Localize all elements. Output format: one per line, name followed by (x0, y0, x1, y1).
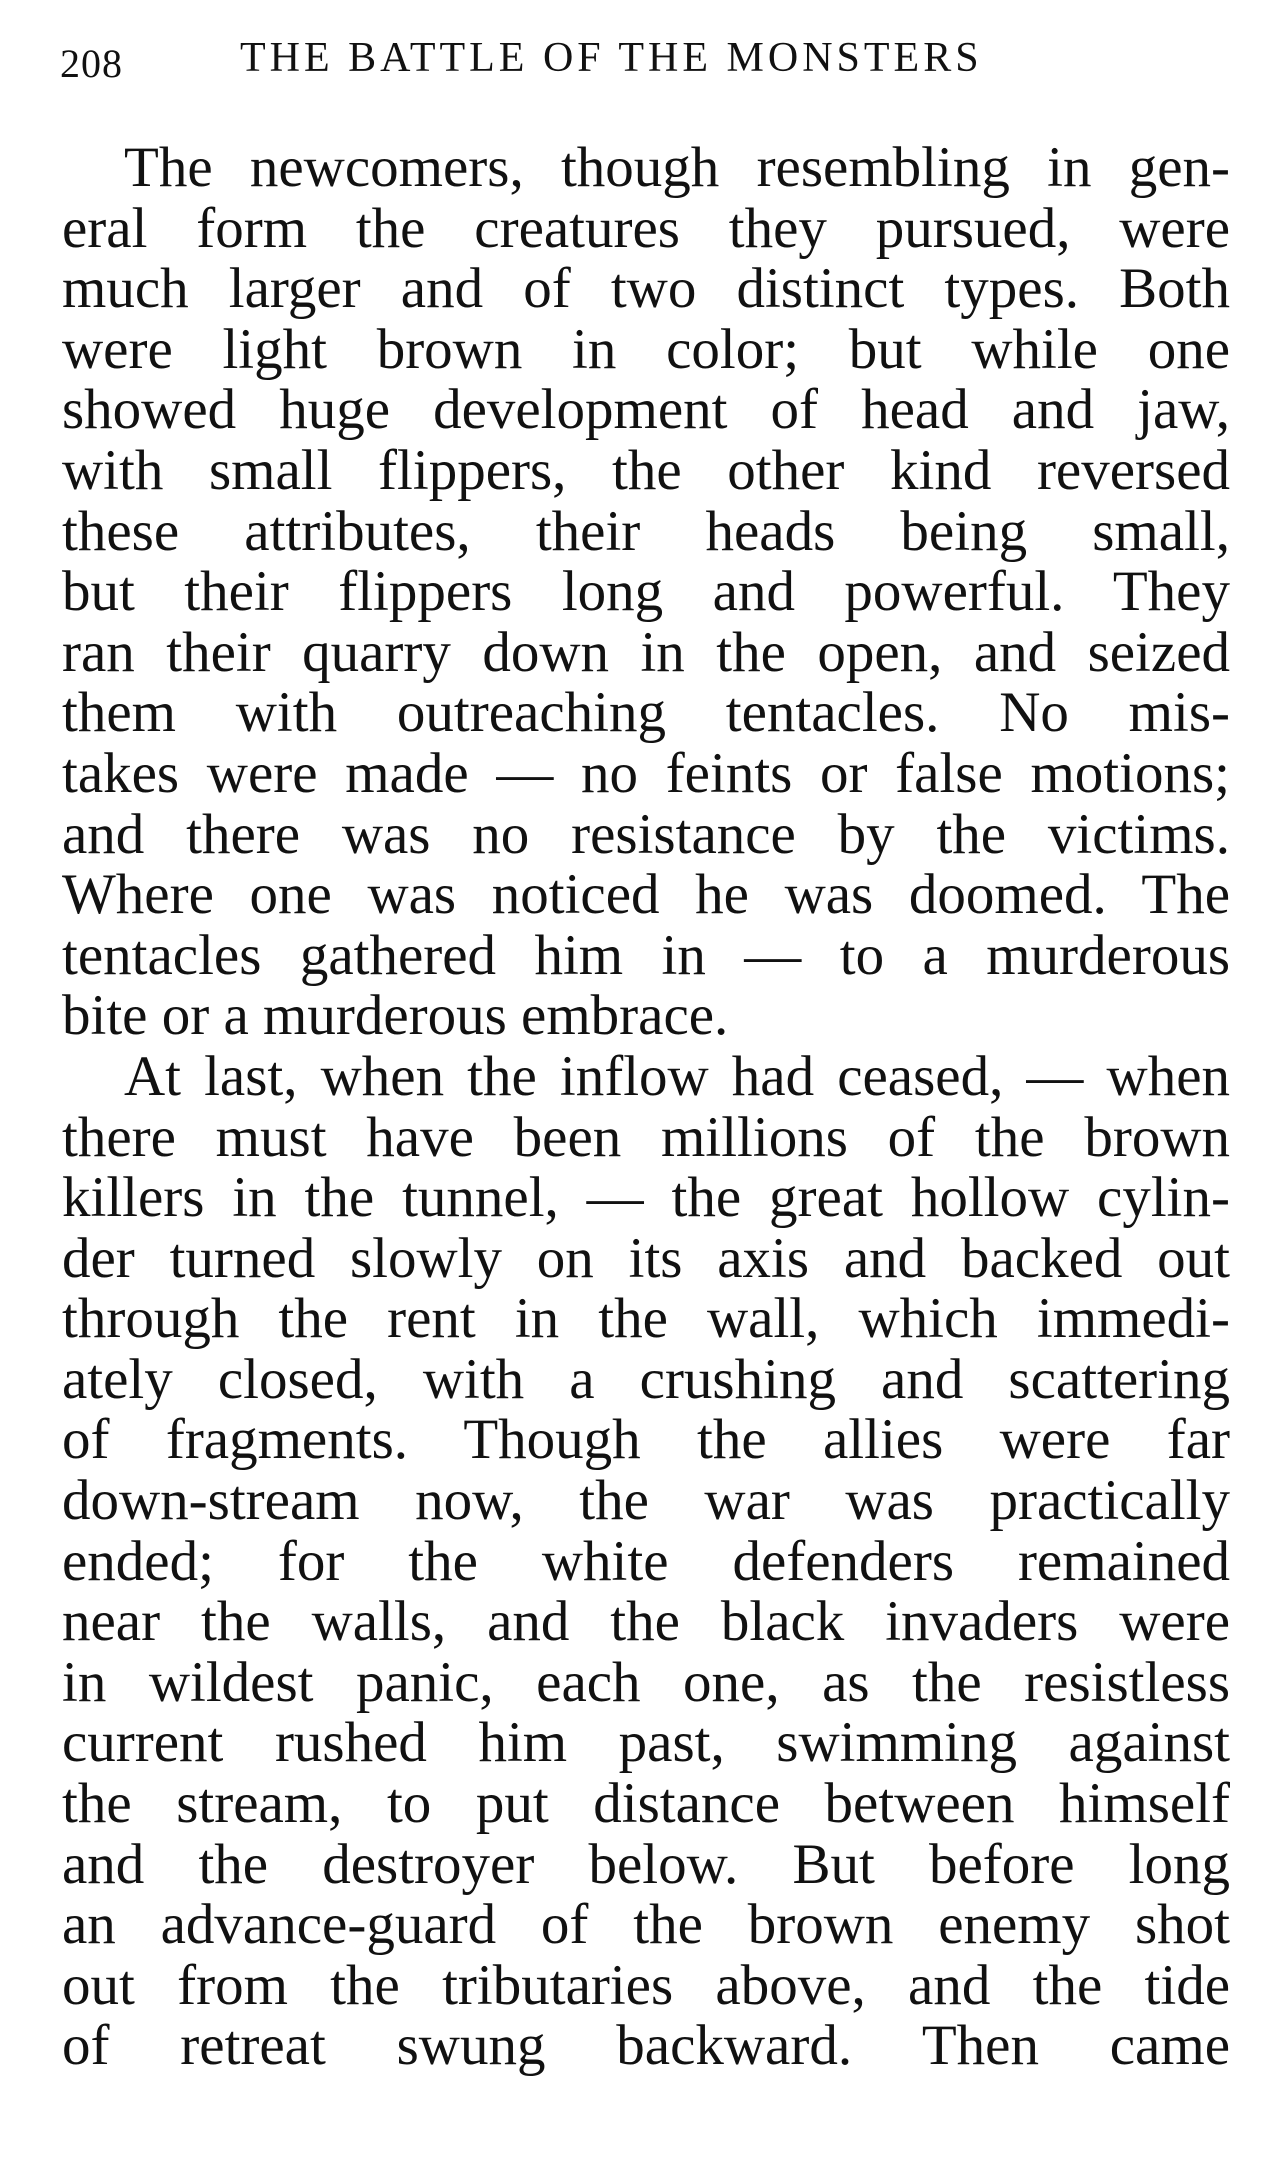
text-line: in wildest panic, each one, as the resistless (62, 1650, 1230, 1714)
text-line: der turned slowly on its axis and backed out (62, 1226, 1230, 1290)
text-line: down-stream now, the war was practically (62, 1469, 1230, 1533)
running-head (60, 28, 1230, 88)
text-line: ran their quarry down in the open, and seized (62, 620, 1230, 684)
page-number: 208 (60, 41, 123, 86)
text-line: there must have been millions of the brown (62, 1105, 1230, 1169)
text-line: with small flippers, the other kind reversed (62, 438, 1230, 502)
text-line: The newcomers, though resembling in gen- (124, 136, 1230, 199)
text-line: but their flippers long and powerful. They (62, 560, 1230, 624)
body-text (62, 138, 1230, 2077)
text-line: showed huge development of head and jaw, (62, 378, 1230, 442)
text-line: ended; for the white defenders remained (62, 1529, 1230, 1593)
text-line: the stream, to put distance between himself (62, 1772, 1230, 1836)
text-line: Where one was noticed he was doomed. The (62, 863, 1230, 927)
text-line: ately closed, with a crushing and scattering (62, 1347, 1230, 1411)
text-line: of fragments. Though the allies were far (62, 1408, 1230, 1472)
text-line: and there was no resistance by the victims. (62, 802, 1230, 866)
text-line: out from the tributaries above, and the tide (62, 1953, 1230, 2017)
text-line: current rushed him past, swimming against (62, 1711, 1230, 1775)
text-line: and the destroyer below. But before long (62, 1832, 1230, 1896)
text-line: these attributes, their heads being small, (62, 499, 1230, 563)
text-line: much larger and of two distinct types. Both (62, 257, 1230, 321)
paragraph-1 (62, 138, 1230, 1047)
running-title: THE BATTLE OF THE MONSTERS (240, 35, 983, 81)
text-line: killers in the tunnel, — the great hollow cylin- (62, 1166, 1230, 1230)
text-line: tentacles gathered him in — to a murderous (62, 923, 1230, 987)
paragraph-2 (62, 1044, 1230, 2078)
text-line: of retreat swung backward. Then came (62, 2014, 1230, 2078)
text-line: were light brown in color; but while one (62, 317, 1230, 381)
text-line: eral form the creatures they pursued, were (62, 196, 1230, 260)
text-line: an advance-guard of the brown enemy shot (62, 1893, 1230, 1957)
text-line: bite or a murderous embrace. (62, 984, 729, 1048)
text-line: through the rent in the wall, which immedi- (62, 1287, 1230, 1351)
text-line: near the walls, and the black invaders were (62, 1590, 1230, 1654)
text-line: At last, when the inflow had ceased, — when (124, 1044, 1230, 1108)
text-line: them with outreaching tentacles. No mis- (62, 681, 1230, 745)
text-line: takes were made — no feints or false motions; (62, 741, 1230, 805)
